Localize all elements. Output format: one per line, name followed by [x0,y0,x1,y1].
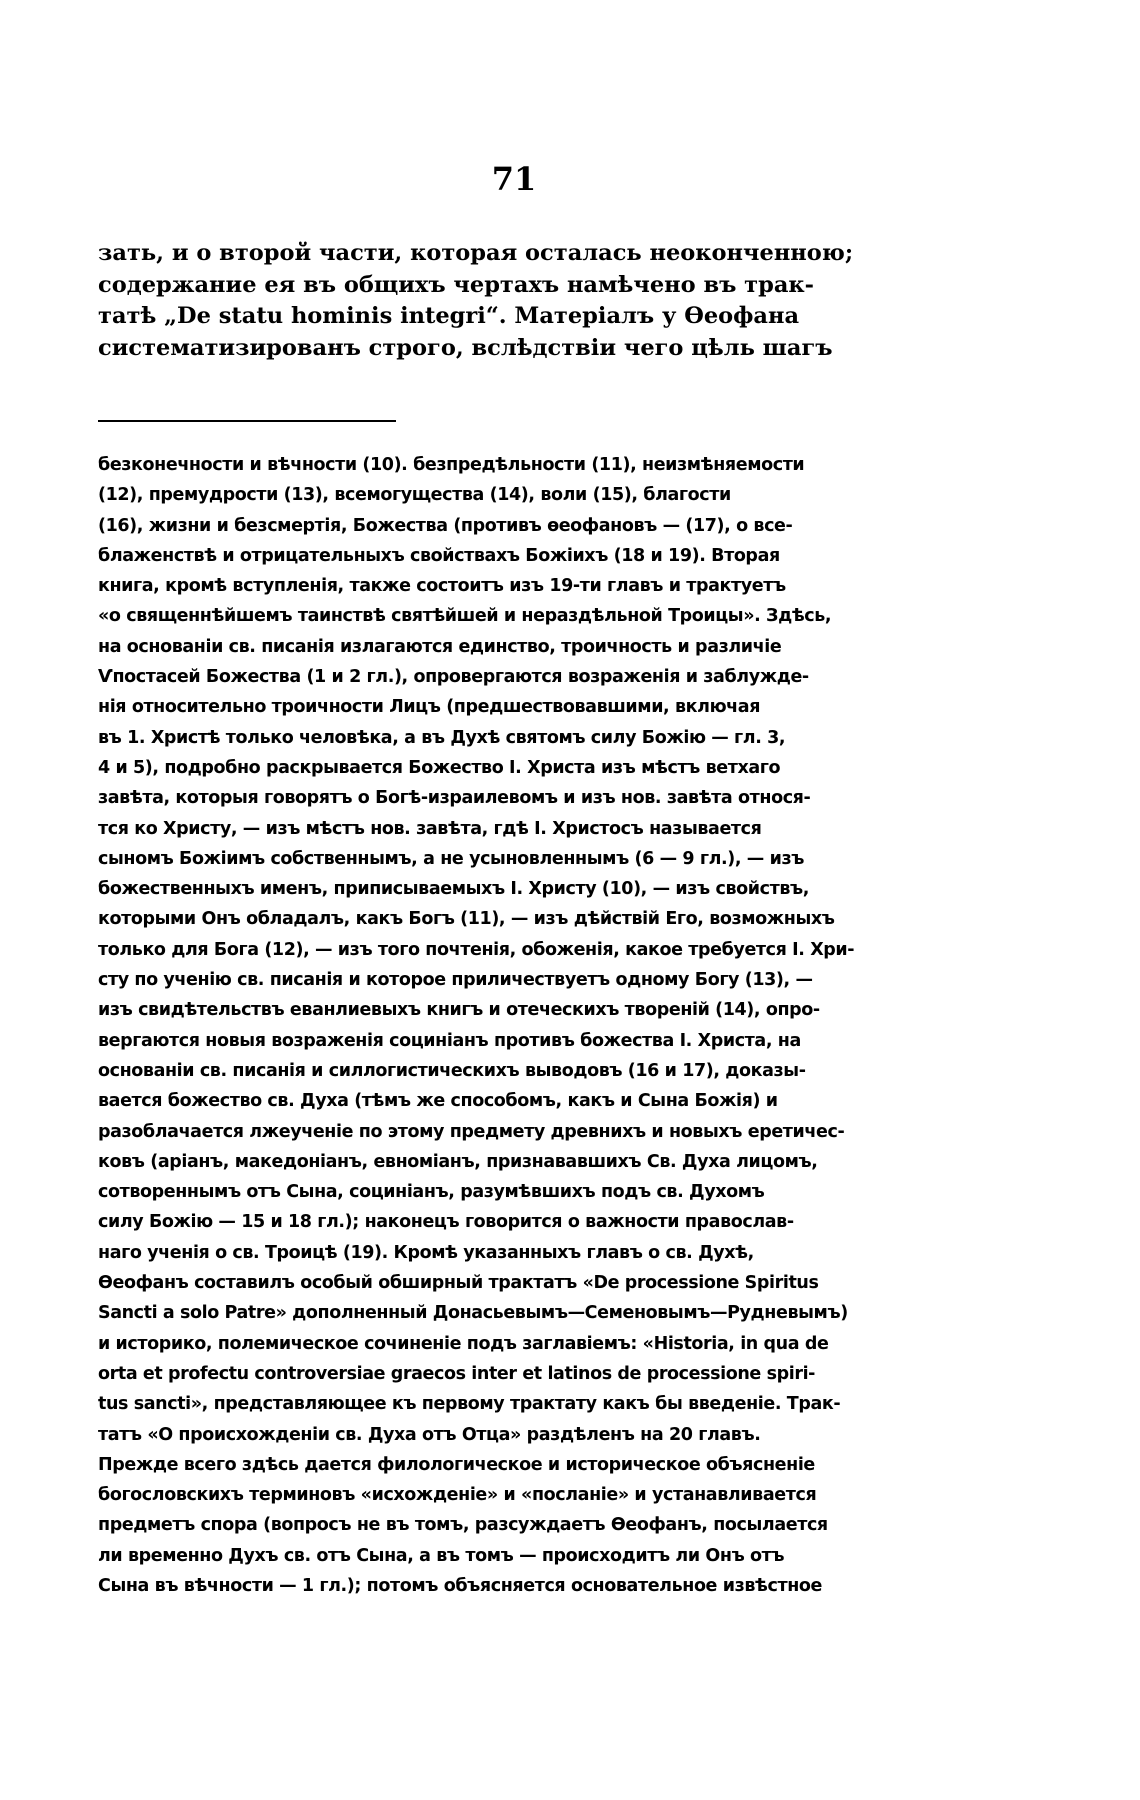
footnote-line: Сына въ вѣчности — 1 гл.); потомъ объясняется основательное извѣстное [98,1575,823,1596]
footnote-line: сыномъ Божіимъ собственнымъ, а не усыновленнымъ (6 — 9 гл.), — изъ [98,848,804,869]
footnote-line: въ 1. Христѣ только человѣка, а въ Духѣ святомъ силу Божію — гл. 3, [98,727,786,748]
footnote-line: завѣта, которыя говорятъ о Богѣ-израилевомъ и изъ нов. завѣта относя- [98,788,811,809]
text-line: татѣ „De statu hominis integri“. Матеріалъ у Ѳеофана [98,303,800,329]
footnote-line: Ѵпостасей Божества (1 и 2 гл.), опровергаются возраженія и заблужде- [98,667,809,688]
text-line: содержание ея въ общихъ чертахъ намѣчено въ трак- [98,271,815,298]
footnote-line: только для Бога (12), — изъ того почтенія, обоженія, какое требуется І. Хри- [98,939,855,960]
text-line: систематизированъ строго, вслѣдствіи чего цѣль шагъ [98,334,833,361]
footnote-line: богословскихъ терминовъ «исхожденіе» и «посланіе» и устанавливается [98,1485,817,1506]
footnote-line: (16), жизни и безсмертія, Божества (противъ ѳеофановъ — (17), о все- [98,515,793,536]
footnote-line: нія относительно троичности Лицъ (предшествовавшими, включая [98,697,761,718]
footnote-line: предметъ спора (вопросъ не въ томъ, разсуждаетъ Ѳеофанъ, посылается [98,1515,828,1536]
footnote-line: Ѳеофанъ составилъ особый обширный трактатъ «De processione Spiritus [98,1273,819,1294]
footnote-line: на основаніи св. писанія излагаются единство, троичность и различіе [98,636,782,657]
footnote-line: Прежде всего здѣсь дается филологическое и историческое объясненіе [98,1454,815,1475]
footnote-block [98,450,958,1601]
footnote-line: наго ученія о св. Троицѣ (19). Кромѣ указанныхъ главъ о св. Духѣ, [98,1242,754,1263]
main-text-block [98,238,958,364]
footnote-line: orta et profectu controversiae graecos inter et latinos de processione spiri- [98,1363,816,1384]
footnote-line: «о священнѣйшемъ таинствѣ святѣйшей и нераздѣльной Троицы». Здѣсь, [98,606,832,627]
footnote-line: и историко, полемическое сочиненіе подъ заглавіемъ: «Historia, in qua de [98,1333,829,1354]
footnote-line: ли временно Духъ св. отъ Сына, а въ томъ — происходитъ ли Онъ отъ [98,1545,785,1566]
page-number: 71 [491,160,537,198]
footnote-line: tus sancti», представляющее къ первому трактату какъ бы введеніе. Трак- [98,1394,841,1415]
footnote-line: ковъ (аріанъ, македоніанъ, евноміанъ, признававшихъ Св. Духа лицомъ, [98,1151,818,1172]
footnote-line: (12), премудрости (13), всемогущества (14), воли (15), благости [98,485,731,506]
footnote-line: сту по ученію св. писанія и которое приличествуетъ одному Богу (13), — [98,970,813,991]
text-line: зать, и о второй части, которая осталась неоконченною; [98,240,854,266]
footnote-line: тся ко Христу, — изъ мѣстъ нов. завѣта, гдѣ І. Христосъ называется [98,818,762,839]
footnote-line: разоблачается лжеученіе по этому предмету древнихъ и новыхъ еретичес- [98,1121,845,1142]
footnote-line: книга, кромѣ вступленія, также состоитъ изъ 19-ти главъ и трактуетъ [98,576,786,597]
footnote-separator [98,420,396,422]
footnote-line: Sancti a solo Patre» дополненный Донасьевымъ—Семеновымъ—Рудневымъ) [98,1303,848,1324]
footnote-line: изъ свидѣтельствъ еванлиевыхъ книгъ и отеческихъ твореній (14), опро- [98,1000,820,1021]
footnote-line: божественныхъ именъ, приписываемыхъ І. Христу (10), — изъ свойствъ, [98,879,810,900]
footnote-line: сотвореннымъ отъ Сына, социніанъ, разумѣвшихъ подъ св. Духомъ [98,1182,765,1203]
footnote-line: татъ «О происхожденіи св. Духа отъ Отца» раздѣленъ на 20 главъ. [98,1424,761,1445]
footnote-line: блаженствѣ и отрицательныхъ свойствахъ Божіихъ (18 и 19). Вторая [98,545,780,566]
footnote-line: основаніи св. писанія и силлогистическихъ выводовъ (16 и 17), доказы- [98,1060,806,1081]
footnote-line: вергаются новыя возраженія социніанъ противъ божества І. Христа, на [98,1030,801,1051]
footnote-line: вается божество св. Духа (тѣмъ же способомъ, какъ и Сына Божія) и [98,1091,778,1112]
footnote-line: которыми Онъ обладалъ, какъ Богъ (11), — изъ дѣйствій Его, возможныхъ [98,909,835,930]
footnote-line: 4 и 5), подробно раскрывается Божество І. Христа изъ мѣстъ ветхаго [98,757,781,778]
footnote-line: силу Божію — 15 и 18 гл.); наконецъ говорится о важности православ- [98,1212,794,1233]
footnote-line: безконечности и вѣчности (10). безпредѣльности (11), неизмѣняемости [98,455,805,475]
